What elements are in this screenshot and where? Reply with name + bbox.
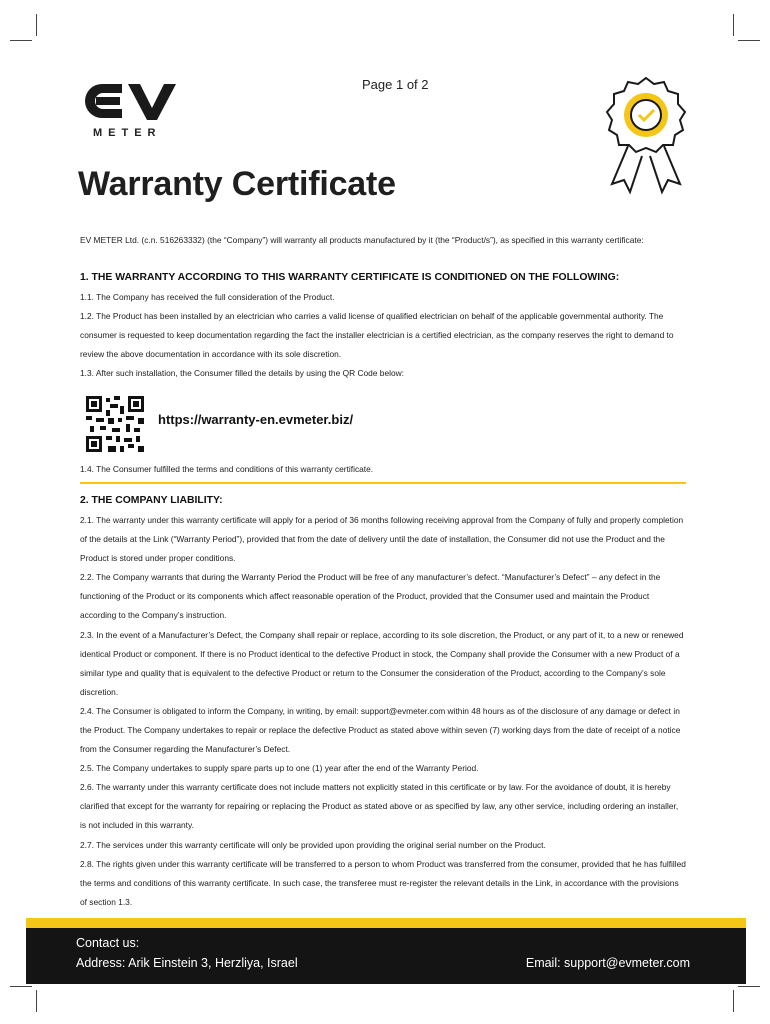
clause-1-4: 1.4. The Consumer fulfilled the terms and conditions of this warranty certificate. <box>80 464 374 474</box>
section-1-heading: 1. THE WARRANTY ACCORDING TO THIS WARRANTY CERTIFICATE IS CONDITIONED ON THE FOLLOWING: <box>80 272 620 283</box>
contact-footer <box>26 928 746 984</box>
clause-2-5: 2.5. The Company undertakes to supply spare parts up to one (1) year after the end of the Warranty Period. <box>80 763 479 773</box>
crop-mark <box>36 990 37 1012</box>
crop-mark <box>733 14 734 36</box>
footer-accent-bar <box>26 918 746 928</box>
warranty-link[interactable]: https://warranty-en.evmeter.biz/ <box>158 412 354 427</box>
clause-1-2: 1.2. The Product has been installed by an electrician who carries a valid license of qualified electrician on behalf of the applicable governmental authority. The consumer is requested to keep documentation regarding the fact the installer electrician is a certified electrician, as the company reserves the right to demand to review the above documentation in accordance with its sole discretion. <box>80 311 674 359</box>
crop-mark <box>10 986 32 987</box>
clause-2-3: 2.3. In the event of a Manufacturer’s Defect, the Company shall repair or replace, according to its sole discretion, the Product, or any part of it, to a new or renewed identical Product or component. If there is no Product identical to the defective Product in stock, the Company shall provide the Consumer with a new Product of a similar type and quality that is equivalent to the defective Product or return to the Consumer the consideration of the Product, according to the Company’s sole discretion. <box>80 630 684 697</box>
crop-mark <box>738 40 760 41</box>
section-divider <box>80 482 686 484</box>
section-2-heading: 2. THE COMPANY LIABILITY: <box>80 495 223 506</box>
crop-mark <box>738 986 760 987</box>
clause-2-1: 2.1. The warranty under this warranty certificate will apply for a period of 36 months following receiving approval from the Company of fully and properly completion of the details at the Link (“Warranty Period”), provided that from the date of delivery until the date of installation, the Consumer did not use the Product and the Product is stored under proper conditions. <box>80 515 684 563</box>
address-text: Address: Arik Einstein 3, Herzliya, Israel <box>76 956 298 970</box>
clause-1-3: 1.3. After such installation, the Consumer filled the details by using the QR Code below: <box>80 368 405 378</box>
clause-2-8: 2.8. The rights given under this warranty certificate will be transferred to a person to whom Product was transferred from the consumer, provided that he has fulfilled the terms and conditions of this warranty certificate. In such case, the transferee must re-register the relevant details in the Link, in accordance with the provisions of section 1.3. <box>80 859 686 907</box>
qr-code-icon[interactable] <box>86 396 144 452</box>
crop-mark <box>733 990 734 1012</box>
clause-2-6: 2.6. The warranty under this warranty certificate does not include matters not explicitly stated in this certificate or by law. For the avoidance of doubt, it is hereby clarified that except for the warranty for repairing or replacing the Product as stated above or as specified by law, any other service, including ordering an installer, is not included in this warranty. <box>80 782 679 830</box>
crop-mark <box>36 14 37 36</box>
page-title: Warranty Certificate <box>78 165 396 203</box>
logo-text: METER <box>93 127 162 139</box>
crop-mark <box>10 40 32 41</box>
intro-paragraph: EV METER Ltd. (c.n. 516263332) (the “Company”) will warranty all products manufactured by it (the “Product/s”), as specified in this warranty certificate: <box>80 235 644 245</box>
clause-2-7: 2.7. The services under this warranty certificate will only be provided upon providing the original serial number on the Product. <box>80 840 546 850</box>
clause-2-4: 2.4. The Consumer is obligated to inform the Company, in writing, by email: support@evmeter.com within 48 hours as of the disclosure of any damage or defect in the Product. The Company undertakes to repair or replace the defective Product as stated above within seven (7) working days from the date of receipt of a notice from the Consumer regarding the Manufacturer’s Defect. <box>80 706 681 754</box>
clause-1-1: 1.1. The Company has received the full consideration of the Product. <box>80 292 335 302</box>
certified-badge-icon <box>598 72 694 200</box>
clause-2-2: 2.2. The Company warrants that during the Warranty Period the Product will be free of any manufacturer’s defect. “Manufacturer’s Defect” – any defect in the functioning of the Product or its components which affect reasonable operation of the Product, provided that the Consumer used and maintain the Product according to the Company’s instruction. <box>80 572 661 620</box>
page-number: Page 1 of 2 <box>362 77 429 92</box>
contact-label: Contact us: <box>76 936 140 950</box>
email-text[interactable]: Email: support@evmeter.com <box>525 956 690 970</box>
